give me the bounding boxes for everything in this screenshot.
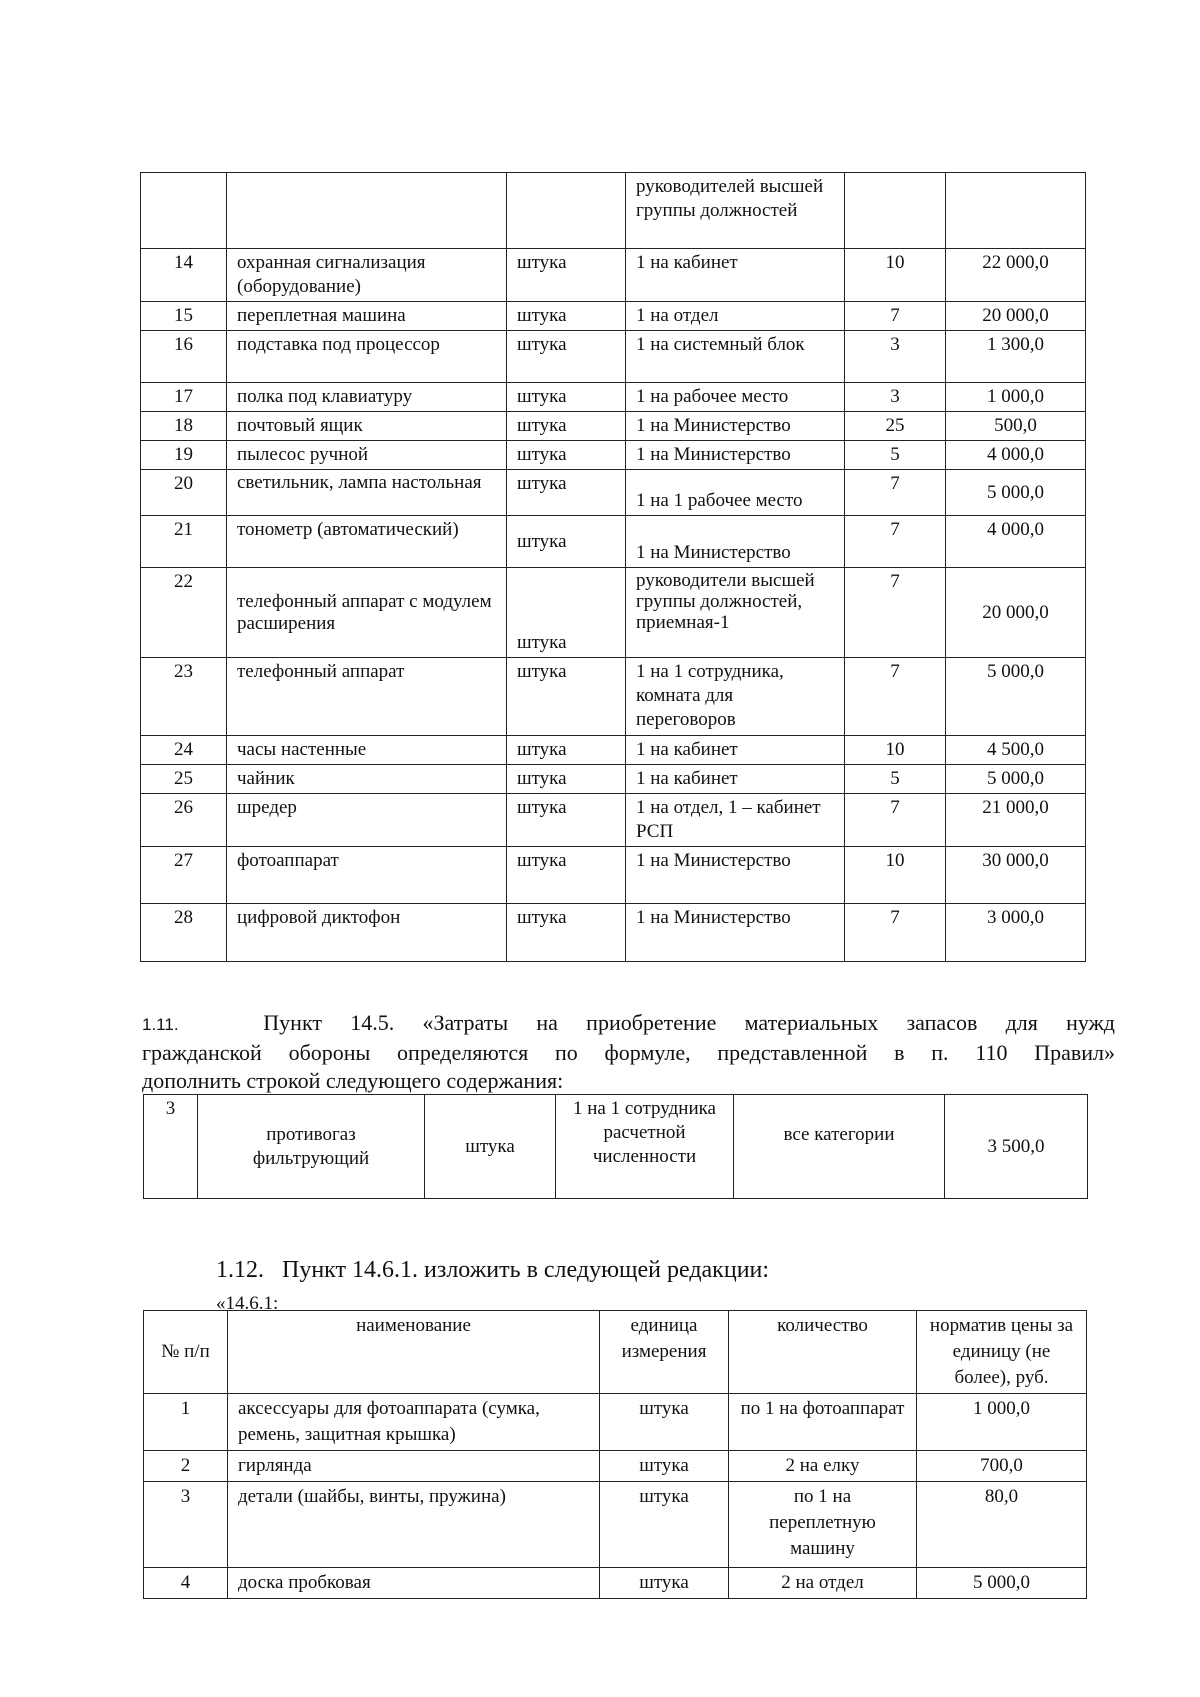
row-number: 4 bbox=[144, 1568, 228, 1599]
item-term: 3 bbox=[845, 331, 946, 383]
table-row bbox=[141, 470, 1086, 516]
item-name: тонометр (автоматический) bbox=[227, 516, 507, 568]
item-quantity: руководителей высшей группы должностей bbox=[626, 173, 845, 249]
table-row bbox=[141, 794, 1086, 847]
table-row bbox=[141, 383, 1086, 412]
item-quantity: 1 на 1 сотрудника расчетной численности bbox=[556, 1095, 734, 1199]
item-name: фотоаппарат bbox=[227, 847, 507, 904]
item-unit bbox=[507, 173, 626, 249]
item-quantity: 1 на Министерство bbox=[626, 847, 845, 904]
item-category: все категории bbox=[734, 1095, 945, 1199]
header-name: наименование bbox=[228, 1311, 600, 1394]
header-price: норматив цены за единицу (не более), руб. bbox=[917, 1311, 1087, 1394]
item-quantity: 1 на 1 рабочее место bbox=[626, 470, 845, 516]
furniture-equipment-table bbox=[140, 172, 1086, 962]
item-term: 10 bbox=[845, 736, 946, 765]
item-name: переплетная машина bbox=[227, 302, 507, 331]
table-row bbox=[144, 1568, 1087, 1599]
item-price: 500,0 bbox=[946, 412, 1086, 441]
subsection-label: «14.6.1: bbox=[216, 1293, 279, 1314]
item-unit: штука bbox=[507, 470, 626, 516]
item-price: 80,0 bbox=[917, 1482, 1087, 1568]
item-price: 20 000,0 bbox=[946, 568, 1086, 658]
table-row bbox=[141, 331, 1086, 383]
row-number: 27 bbox=[141, 847, 227, 904]
row-number: 3 bbox=[144, 1482, 228, 1568]
item-quantity: 1 на системный блок bbox=[626, 331, 845, 383]
row-number: 24 bbox=[141, 736, 227, 765]
item-price: 20 000,0 bbox=[946, 302, 1086, 331]
row-number: 18 bbox=[141, 412, 227, 441]
item-term bbox=[845, 173, 946, 249]
item-name: противогаз фильтрующий bbox=[198, 1095, 425, 1199]
table-row bbox=[141, 904, 1086, 962]
item-quantity: 1 на Министерство bbox=[626, 412, 845, 441]
row-number: 25 bbox=[141, 765, 227, 794]
item-quantity: 1 на кабинет bbox=[626, 249, 845, 302]
item-quantity: 1 на отдел bbox=[626, 302, 845, 331]
item-price: 1 300,0 bbox=[946, 331, 1086, 383]
item-name bbox=[227, 173, 507, 249]
item-quantity: 1 на отдел, 1 – кабинет РСП bbox=[626, 794, 845, 847]
table-row bbox=[141, 173, 1086, 249]
item-price: 700,0 bbox=[917, 1451, 1087, 1482]
item-unit: штука bbox=[507, 441, 626, 470]
item-unit: штука bbox=[600, 1482, 729, 1568]
row-number: 16 bbox=[141, 331, 227, 383]
paragraph-line-3: дополнить строкой следующего содержания: bbox=[142, 1068, 564, 1093]
item-price: 5 000,0 bbox=[946, 765, 1086, 794]
paragraph-number: 1.11. bbox=[142, 1015, 179, 1034]
item-price: 21 000,0 bbox=[946, 794, 1086, 847]
table-row bbox=[144, 1451, 1087, 1482]
item-unit: штука bbox=[507, 331, 626, 383]
row-number: 1 bbox=[144, 1394, 228, 1451]
item-quantity: 1 на кабинет bbox=[626, 736, 845, 765]
item-name: чайник bbox=[227, 765, 507, 794]
item-unit: штука bbox=[600, 1451, 729, 1482]
item-quantity: 2 на отдел bbox=[729, 1568, 917, 1599]
item-unit: штука bbox=[507, 412, 626, 441]
table-row bbox=[141, 765, 1086, 794]
item-term: 7 bbox=[845, 904, 946, 962]
table-row bbox=[144, 1095, 1088, 1199]
item-quantity: руководители высшей группы должностей, приемная-1 bbox=[626, 568, 845, 658]
table-row bbox=[144, 1482, 1087, 1568]
row-number: 28 bbox=[141, 904, 227, 962]
item-price: 4 500,0 bbox=[946, 736, 1086, 765]
item-name: гирлянда bbox=[228, 1451, 600, 1482]
row-number: 23 bbox=[141, 658, 227, 736]
header-quantity: количество bbox=[729, 1311, 917, 1394]
item-quantity: 1 на Министерство bbox=[626, 441, 845, 470]
table-row bbox=[141, 302, 1086, 331]
table-row bbox=[141, 736, 1086, 765]
item-price: 22 000,0 bbox=[946, 249, 1086, 302]
item-term: 7 bbox=[845, 470, 946, 516]
item-price: 1 000,0 bbox=[946, 383, 1086, 412]
item-name: охранная сигнализация (оборудование) bbox=[227, 249, 507, 302]
item-unit: штука bbox=[507, 736, 626, 765]
item-price bbox=[946, 173, 1086, 249]
item-unit: штука bbox=[507, 658, 626, 736]
item-price: 5 000,0 bbox=[917, 1568, 1087, 1599]
item-quantity: 1 на 1 сотрудника, комната для переговоров bbox=[626, 658, 845, 736]
item-quantity: 1 на кабинет bbox=[626, 765, 845, 794]
item-name: полка под клавиатуру bbox=[227, 383, 507, 412]
item-unit: штука bbox=[600, 1568, 729, 1599]
item-term: 7 bbox=[845, 794, 946, 847]
table-row bbox=[141, 516, 1086, 568]
table-row bbox=[144, 1394, 1087, 1451]
paragraph-line-1: Пункт 14.5. «Затраты на приобретение материальных запасов для нужд bbox=[263, 1010, 1116, 1035]
table-row bbox=[141, 249, 1086, 302]
item-term: 7 bbox=[845, 658, 946, 736]
item-term: 7 bbox=[845, 302, 946, 331]
row-number bbox=[141, 173, 227, 249]
item-name: часы настенные bbox=[227, 736, 507, 765]
item-name: светильник, лампа настольная bbox=[227, 470, 507, 516]
item-price: 5 000,0 bbox=[946, 658, 1086, 736]
item-term: 7 bbox=[845, 516, 946, 568]
item-unit: штука bbox=[507, 568, 626, 658]
item-term: 5 bbox=[845, 441, 946, 470]
item-unit: штука bbox=[507, 249, 626, 302]
paragraph-line-2: гражданской обороны определяются по формуле, представленной в п. 110 Правил» bbox=[142, 1040, 1115, 1065]
item-quantity: 2 на елку bbox=[729, 1451, 917, 1482]
item-name: доска пробковая bbox=[228, 1568, 600, 1599]
paragraph-1-12: 1.12. Пункт 14.6.1. изложить в следующей редакции: bbox=[216, 1257, 770, 1283]
item-name: пылесос ручной bbox=[227, 441, 507, 470]
item-unit: штука bbox=[507, 516, 626, 568]
item-name: шредер bbox=[227, 794, 507, 847]
item-name: подставка под процессор bbox=[227, 331, 507, 383]
supplies-table bbox=[143, 1310, 1087, 1599]
item-unit: штука bbox=[507, 383, 626, 412]
item-quantity: 1 на Министерство bbox=[626, 516, 845, 568]
row-number: 3 bbox=[144, 1095, 198, 1199]
paragraph-1-11 bbox=[142, 1009, 1115, 1095]
item-price: 30 000,0 bbox=[946, 847, 1086, 904]
item-name: телефонный аппарат bbox=[227, 658, 507, 736]
item-unit: штука bbox=[425, 1095, 556, 1199]
item-name: телефонный аппарат с модулем расширения bbox=[227, 568, 507, 658]
item-unit: штука bbox=[507, 302, 626, 331]
row-number: 14 bbox=[141, 249, 227, 302]
table-row bbox=[141, 568, 1086, 658]
table-row bbox=[141, 441, 1086, 470]
item-term: 10 bbox=[845, 249, 946, 302]
item-unit: штука bbox=[507, 794, 626, 847]
row-number: 15 bbox=[141, 302, 227, 331]
row-number: 21 bbox=[141, 516, 227, 568]
item-quantity: по 1 на фотоаппарат bbox=[729, 1394, 917, 1451]
item-unit: штука bbox=[507, 904, 626, 962]
item-price: 3 000,0 bbox=[946, 904, 1086, 962]
row-number: 26 bbox=[141, 794, 227, 847]
row-number: 22 bbox=[141, 568, 227, 658]
item-quantity: 1 на Министерство bbox=[626, 904, 845, 962]
table-row bbox=[141, 847, 1086, 904]
item-name: детали (шайбы, винты, пружина) bbox=[228, 1482, 600, 1568]
item-unit: штука bbox=[600, 1394, 729, 1451]
item-price: 4 000,0 bbox=[946, 441, 1086, 470]
row-number: 19 bbox=[141, 441, 227, 470]
row-number: 2 bbox=[144, 1451, 228, 1482]
row-number: 20 bbox=[141, 470, 227, 516]
item-price: 4 000,0 bbox=[946, 516, 1086, 568]
civil-defense-table bbox=[143, 1094, 1088, 1199]
table-header-row bbox=[144, 1311, 1087, 1394]
item-term: 25 bbox=[845, 412, 946, 441]
item-quantity: 1 на рабочее место bbox=[626, 383, 845, 412]
item-unit: штука bbox=[507, 765, 626, 794]
item-term: 3 bbox=[845, 383, 946, 412]
table-row bbox=[141, 658, 1086, 736]
item-name: почтовый ящик bbox=[227, 412, 507, 441]
item-price: 1 000,0 bbox=[917, 1394, 1087, 1451]
header-num: № п/п bbox=[144, 1311, 228, 1394]
row-number: 17 bbox=[141, 383, 227, 412]
table-row bbox=[141, 412, 1086, 441]
item-term: 10 bbox=[845, 847, 946, 904]
item-term: 5 bbox=[845, 765, 946, 794]
item-term: 7 bbox=[845, 568, 946, 658]
item-price: 3 500,0 bbox=[945, 1095, 1088, 1199]
header-unit: единица измерения bbox=[600, 1311, 729, 1394]
item-quantity: по 1 на переплетную машину bbox=[729, 1482, 917, 1568]
item-name: аксессуары для фотоаппарата (сумка, ремень, защитная крышка) bbox=[228, 1394, 600, 1451]
item-unit: штука bbox=[507, 847, 626, 904]
item-price: 5 000,0 bbox=[946, 470, 1086, 516]
item-name: цифровой диктофон bbox=[227, 904, 507, 962]
